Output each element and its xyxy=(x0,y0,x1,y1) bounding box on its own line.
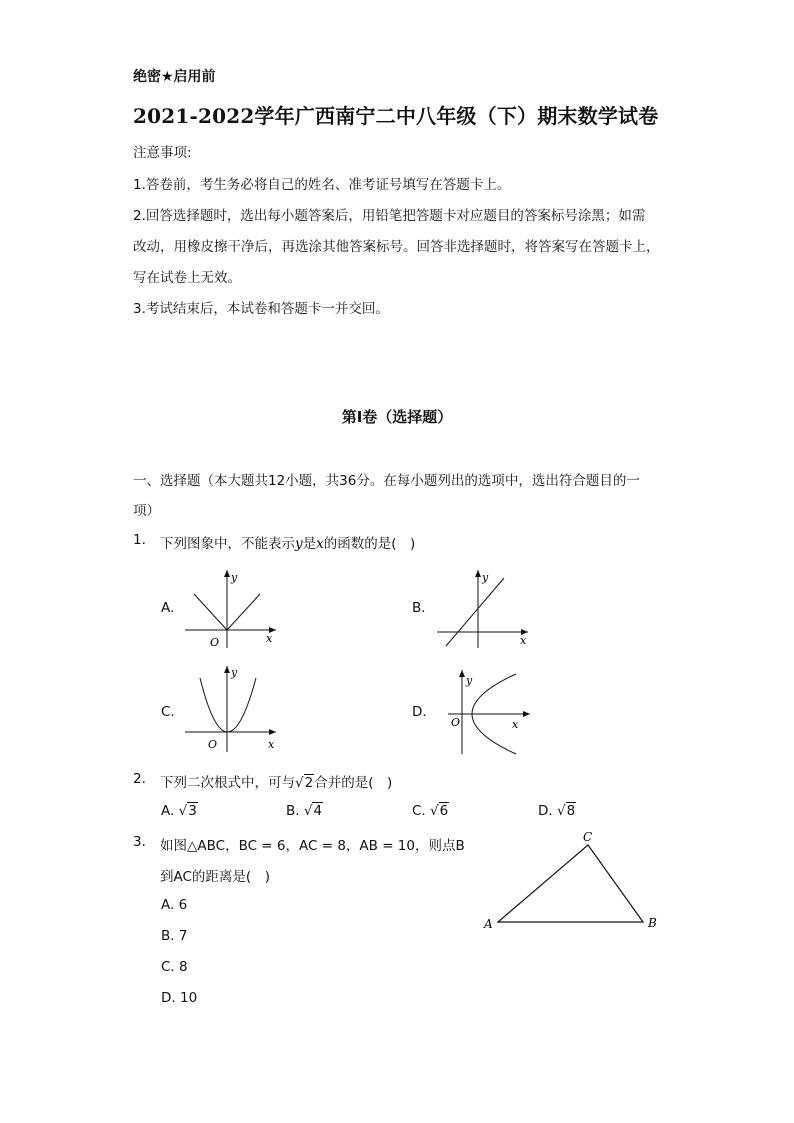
confidential-mark: 绝密★启用前 xyxy=(133,69,216,85)
origin-label: O xyxy=(210,636,220,649)
origin-label: O xyxy=(451,716,461,729)
q1-option-b-label: B. xyxy=(412,600,426,616)
x-label: x xyxy=(512,718,519,731)
note-2-line-3: 写在试卷上无效。 xyxy=(133,270,241,286)
q1-graph-b xyxy=(432,566,532,650)
q3-stem-line-2: 到AC的距离是( ) xyxy=(160,869,270,885)
q2-option-d-label: D. xyxy=(538,803,553,819)
q2-option-d-radicand: 8 xyxy=(566,803,576,819)
x-label: x xyxy=(268,738,275,751)
q2-option-b xyxy=(286,803,323,819)
curve-line xyxy=(446,578,504,646)
q2-number: 2. xyxy=(133,771,146,787)
q2-option-d xyxy=(538,803,576,819)
y-label: y xyxy=(231,571,238,584)
curve-parabola xyxy=(200,678,256,732)
q1-stem-c: 的函数的是( ) xyxy=(323,536,416,552)
q3-option-a: A. 6 xyxy=(161,897,188,913)
q2-stem xyxy=(160,771,392,791)
curve-left xyxy=(194,594,227,630)
notes-heading: 注意事项: xyxy=(133,145,192,161)
section-intro-line-2: 项） xyxy=(133,503,160,519)
q3-triangle-figure xyxy=(478,828,668,936)
q1-option-a-label: A. xyxy=(161,600,175,616)
q1-graph-d xyxy=(444,662,534,756)
curve-right xyxy=(227,594,260,630)
note-2-line-2: 改动，用橡皮擦干净后，再选涂其他答案标号。回答非选择题时，将答案写在答题卡上， xyxy=(133,239,660,255)
section-title: 第I卷（选择题） xyxy=(341,408,453,426)
q2-option-a xyxy=(161,803,198,819)
note-3: 3.考试结束后，本试卷和答题卡一并交回。 xyxy=(133,301,389,317)
q2-option-c-radical: √6 xyxy=(430,803,449,819)
triangle-abc xyxy=(498,845,643,922)
q2-stem-radical: √2 xyxy=(295,775,314,791)
q1-graph-a xyxy=(180,566,280,650)
q2-option-c-label: C. xyxy=(412,803,426,819)
q2-stem-radicand: 2 xyxy=(304,775,314,791)
x-label: x xyxy=(520,634,527,647)
q2-stem-a: 下列二次根式中，可与 xyxy=(160,775,295,791)
q2-option-b-radicand: 4 xyxy=(313,803,323,819)
q2-option-b-label: B. xyxy=(286,803,300,819)
q3-number: 3. xyxy=(133,834,146,850)
q1-var-y: y xyxy=(295,536,303,552)
x-label: x xyxy=(266,632,273,645)
q1-graph-c xyxy=(180,662,280,756)
q2-option-a-label: A. xyxy=(161,803,175,819)
y-label: y xyxy=(466,674,473,687)
y-label: y xyxy=(482,571,489,584)
q1-stem xyxy=(160,532,415,552)
exam-title: 2021-2022学年广西南宁二中八年级（下）期末数学试卷 xyxy=(133,104,659,128)
q2-option-a-radical: √3 xyxy=(178,803,197,819)
q3-option-c: C. 8 xyxy=(161,959,188,975)
q3-stem-line-1: 如图△ABC，BC = 6，AC = 8，AB = 10，则点B xyxy=(160,838,465,854)
q1-var-x: x xyxy=(316,536,324,552)
q2-option-a-radicand: 3 xyxy=(188,803,197,819)
vertex-a-label: A xyxy=(484,917,493,931)
origin-label: O xyxy=(208,738,218,751)
vertex-b-label: B xyxy=(648,916,657,930)
q1-option-c-label: C. xyxy=(161,704,175,720)
section-intro-line-1: 一、选择题（本大题共12小题，共36分。在每小题列出的选项中，选出符合题目的一 xyxy=(133,473,640,489)
vertex-c-label: C xyxy=(583,830,593,844)
y-label: y xyxy=(231,666,238,679)
q2-stem-b: 合并的是( ) xyxy=(314,775,393,791)
q1-stem-b: 是 xyxy=(302,536,317,552)
note-1: 1.答卷前，考生务必将自己的姓名、准考证号填写在答题卡上。 xyxy=(133,177,511,193)
q1-option-d-label: D. xyxy=(412,704,427,720)
q3-option-b: B. 7 xyxy=(161,928,188,944)
q2-option-c xyxy=(412,803,449,819)
q1-stem-a: 下列图象中，不能表示 xyxy=(160,536,295,552)
q1-number: 1. xyxy=(133,532,146,548)
q2-option-d-radical: √8 xyxy=(556,803,576,819)
note-2-line-1: 2.回答选择题时，选出每小题答案后，用铅笔把答题卡对应题目的答案标号涂黑；如需 xyxy=(133,208,646,224)
q3-option-d: D. 10 xyxy=(161,990,198,1006)
q2-option-b-radical: √4 xyxy=(303,803,323,819)
q2-option-c-radicand: 6 xyxy=(439,803,449,819)
